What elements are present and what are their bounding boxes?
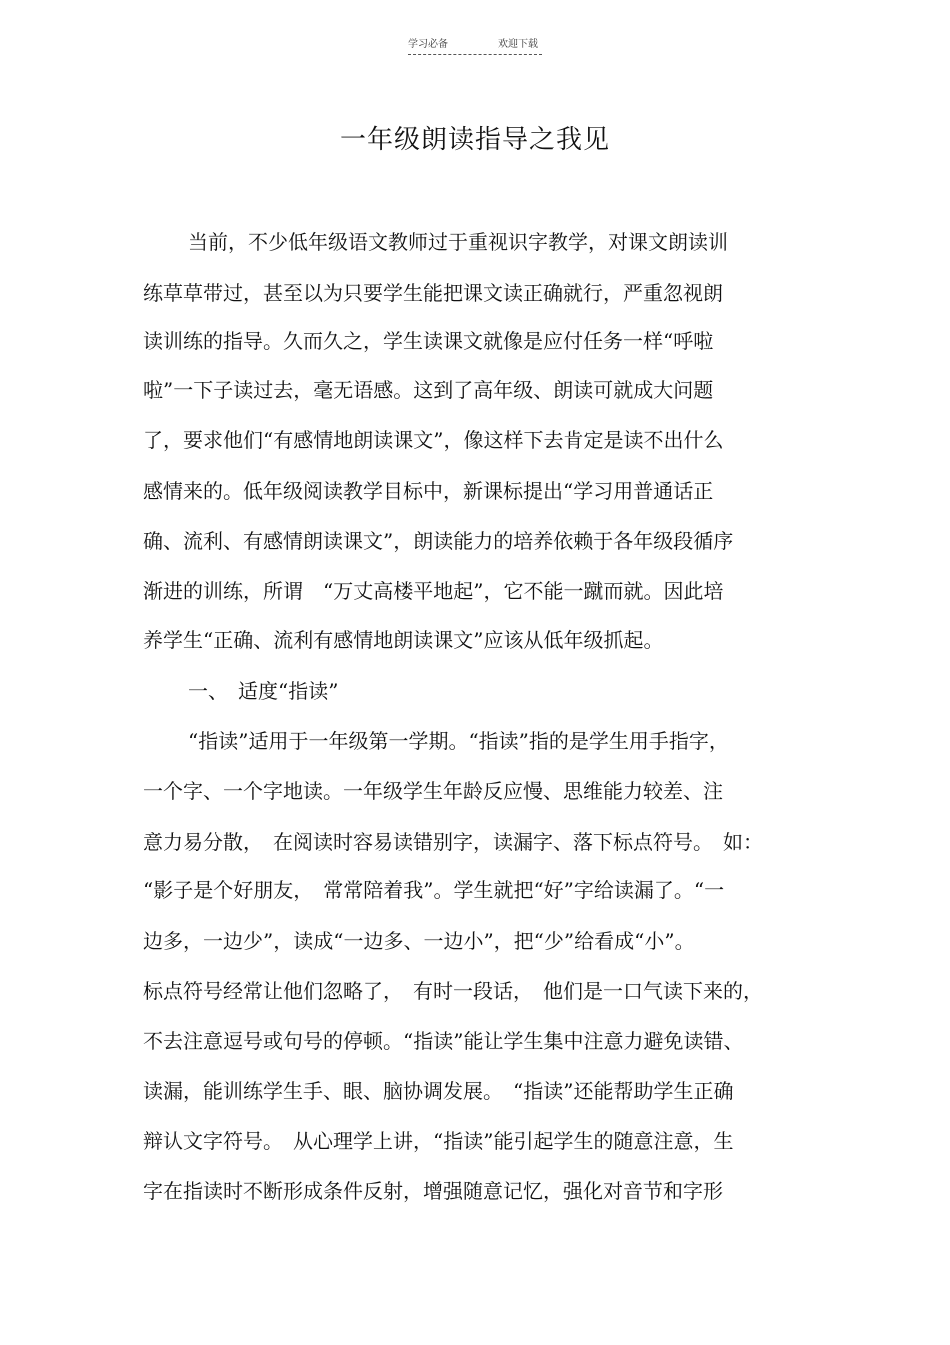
paragraph-line: 感情来的。低年级阅读教学目标中，新课标提出“学习用普通话正 bbox=[143, 479, 714, 503]
paragraph-line: 了，要求他们“有感情地朗读课文”，像这样下去肯定是读不出什么 bbox=[143, 428, 724, 452]
paragraph-line: 当前，不少低年级语文教师过于重视识字教学，对课文朗读训 bbox=[188, 230, 728, 254]
paragraph-line: 读漏，能训练学生手、眼、脑协调发展。 “指读”还能帮助学生正确 bbox=[143, 1079, 734, 1103]
paragraph-line: 意力易分散， 在阅读时容易读错别字，读漏字、落下标点符号。 如： bbox=[143, 830, 763, 854]
paragraph-line: “影子是个好朋友， 常常陪着我”。学生就把“好”字给读漏了。“一 bbox=[143, 878, 725, 902]
paragraph-line: 辩认文字符号。 从心理学上讲，“指读”能引起学生的随意注意，生 bbox=[143, 1129, 734, 1153]
header-left-text: 学习必备 bbox=[408, 39, 448, 50]
header-rule bbox=[408, 54, 542, 55]
paragraph-line: 渐进的训练，所谓 “万丈高楼平地起”，它不能一蹴而就。因此培 bbox=[143, 579, 724, 603]
paragraph-line: 不去注意逗号或句号的停顿。“指读”能让学生集中注意力避免读错、 bbox=[143, 1029, 744, 1053]
paragraph-line: 一个字、一个字地读。一年级学生年龄反应慢、思维能力较差、注 bbox=[143, 779, 723, 803]
page-header bbox=[408, 38, 542, 56]
paragraph-line: 确、流利、有感情朗读课文”，朗读能力的培养依赖于各年级段循序 bbox=[143, 529, 734, 553]
paragraph-line: 啦”一下子读过去，毫无语感。这到了高年级、朗读可就成大问题 bbox=[143, 378, 714, 402]
document-title: 一年级朗读指导之我见 bbox=[339, 125, 610, 155]
paragraph-line: 边多，一边少”，读成“一边多、一边小”，把“少”给看成“小”。 bbox=[143, 929, 695, 953]
paragraph-line: 字在指读时不断形成条件反射，增强随意记忆，强化对音节和字形 bbox=[143, 1179, 723, 1203]
paragraph-line: 养学生“正确、流利有感情地朗读课文”应该从低年级抓起。 bbox=[143, 628, 664, 652]
paragraph-line: “指读”适用于一年级第一学期。“指读”指的是学生用手指字， bbox=[188, 729, 729, 753]
paragraph-line: 读训练的指导。久而久之，学生读课文就像是应付任务一样“呼啦 bbox=[143, 329, 714, 353]
paragraph-line: 标点符号经常让他们忽略了， 有时一段话， 他们是一口气读下来的， bbox=[143, 979, 763, 1003]
header-right-text: 欢迎下载 bbox=[498, 39, 538, 50]
section-heading: 一、 适度“指读” bbox=[188, 679, 339, 703]
paragraph-line: 练草草带过，甚至以为只要学生能把课文读正确就行，严重忽视朗 bbox=[143, 281, 723, 305]
